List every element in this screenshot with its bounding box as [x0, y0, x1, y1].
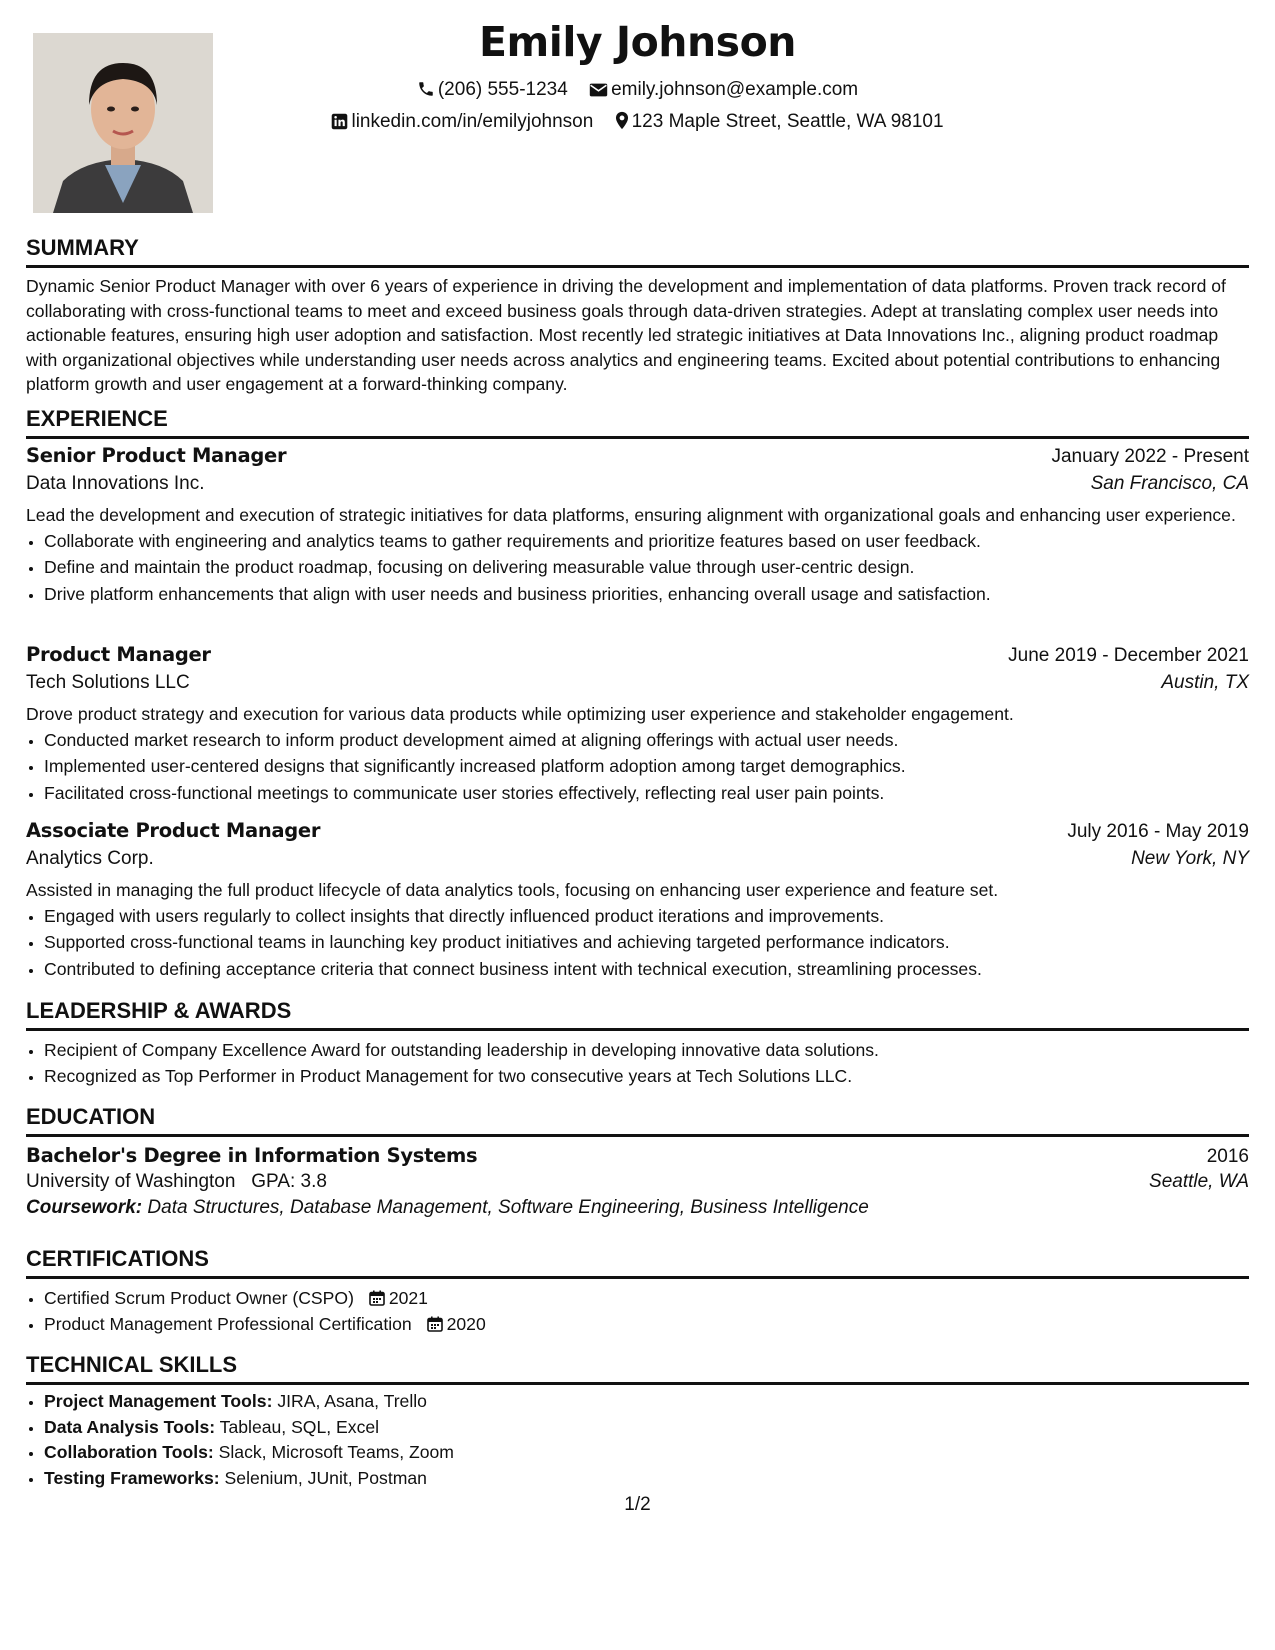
education-heading: EDUCATION	[26, 1104, 156, 1129]
calendar-icon	[369, 1290, 385, 1306]
certification-year: 2020	[446, 1314, 486, 1334]
calendar-icon	[427, 1316, 443, 1332]
phone-text: (206) 555-1234	[437, 79, 568, 100]
section-divider	[26, 1276, 1249, 1279]
certification-name: Product Management Professional Certification	[44, 1314, 412, 1334]
job-company: Analytics Corp.	[26, 848, 154, 869]
linkedin-contact[interactable]	[331, 111, 593, 133]
coursework-text: Data Structures, Database Management, Software Engineering, Business Intelligence	[147, 1197, 869, 1218]
list-item: • Facilitated cross-functional meetings to communicate user stories effectively, reflecting real user pain points.	[44, 780, 1249, 807]
job-description: Drove product strategy and execution for various data products while optimizing user experience and stakeholder engagement.	[26, 704, 1014, 724]
section-divider	[26, 1134, 1249, 1137]
experience-heading: EXPERIENCE	[26, 406, 168, 431]
leadership-section	[26, 997, 1249, 1089]
job-company: Data Innovations Inc.	[26, 473, 205, 494]
certifications-list	[26, 1285, 1249, 1337]
contact-line-primary	[26, 79, 1249, 101]
section-divider	[26, 1028, 1249, 1031]
resume-page	[26, 0, 1249, 1650]
list-item: • Define and maintain the product roadmap, focusing on delivering measurable value through user-centric design.	[44, 554, 1249, 581]
certifications-heading: CERTIFICATIONS	[26, 1246, 209, 1271]
contact-line-secondary	[26, 111, 1249, 133]
school-name: University of Washington	[26, 1171, 236, 1192]
section-divider	[26, 1382, 1249, 1385]
linkedin-text: linkedin.com/in/emilyjohnson	[351, 111, 594, 132]
candidate-name: Emily Johnson	[479, 18, 796, 66]
job-description: Lead the development and execution of strategic initiatives for data platforms, ensuring alignment with organizational goals and enhancing user experience.	[26, 505, 1236, 525]
page-number: 1/2	[624, 1494, 651, 1515]
envelope-icon	[589, 82, 608, 98]
education-section	[26, 1103, 1249, 1219]
skills-list	[26, 1389, 1249, 1492]
degree-title: Bachelor's Degree in Information Systems	[26, 1144, 478, 1167]
coursework-line	[26, 1197, 1249, 1219]
list-item: • Recipient of Company Excellence Award for outstanding leadership in developing innovative data solutions.	[44, 1037, 1249, 1063]
phone-contact[interactable]	[417, 79, 568, 101]
list-item: • Supported cross-functional teams in launching key product initiatives and achieving targeted performance indicators.	[44, 929, 1249, 956]
job-location: New York, NY	[1131, 848, 1249, 869]
job-title: Associate Product Manager	[26, 819, 321, 842]
list-item: • Conducted market research to inform product development aimed at aligning offerings with actual user needs.	[44, 727, 1249, 754]
list-item: • Recognized as Top Performer in Product Management for two consecutive years at Tech Solutions LLC.	[44, 1063, 1249, 1089]
phone-icon	[417, 80, 435, 98]
skills-heading: TECHNICAL SKILLS	[26, 1352, 238, 1377]
list-item	[44, 1311, 1249, 1337]
email-text: emily.johnson@example.com	[611, 79, 859, 100]
coursework-label: Coursework:	[26, 1197, 143, 1218]
job-bullets	[26, 903, 1249, 983]
job-dates: June 2019 - December 2021	[1008, 645, 1249, 666]
job-location: San Francisco, CA	[1090, 473, 1249, 494]
map-pin-icon	[615, 111, 629, 130]
summary-heading: SUMMARY	[26, 235, 139, 260]
job-entry	[26, 643, 1249, 806]
skill-value: JIRA, Asana, Trello	[277, 1391, 427, 1411]
list-item: • Contributed to defining acceptance criteria that connect business intent with technical execution, streamlining processes.	[44, 956, 1249, 983]
job-bullets	[26, 727, 1249, 807]
skill-value: Slack, Microsoft Teams, Zoom	[218, 1442, 454, 1463]
leadership-heading: LEADERSHIP & AWARDS	[26, 998, 292, 1023]
experience-section	[26, 405, 1249, 439]
list-item	[44, 1466, 1249, 1492]
job-dates: January 2022 - Present	[1051, 446, 1249, 467]
summary-text: Dynamic Senior Product Manager with over 6 years of experience in driving the development and implementation of data platforms. Proven track record of collaborating with cross-functional teams to meet and exceed business goals through data-driven strategies. Adept at translating complex user needs into actionable features, ensuring high user adoption and satisfaction. Most recently led strategic initiatives at Data Innovations Inc., aligning product roadmap with organizational objectives while understanding user needs across analytics and engineering teams. Excited about potential contributions to enhancing platform growth and user engagement at a forward-thinking company.	[26, 276, 1226, 394]
list-item: • Implemented user-centered designs that significantly increased platform adoption among target demographics.	[44, 753, 1249, 780]
list-item: • Collaborate with engineering and analytics teams to gather requirements and prioritize features based on user feedback.	[44, 528, 1249, 555]
gpa-text: GPA: 3.8	[251, 1171, 327, 1192]
job-company: Tech Solutions LLC	[26, 672, 190, 693]
address-text: 123 Maple Street, Seattle, WA 98101	[631, 111, 944, 132]
skill-label: Testing Frameworks:	[44, 1468, 220, 1489]
section-divider	[26, 436, 1249, 439]
skills-section	[26, 1351, 1249, 1492]
job-title: Product Manager	[26, 643, 211, 666]
certification-year: 2021	[388, 1288, 428, 1308]
job-entry	[26, 819, 1249, 982]
school-location: Seattle, WA	[1149, 1171, 1249, 1192]
list-item: • Drive platform enhancements that align with user needs and business priorities, enhancing overall usage and satisfaction.	[44, 581, 1249, 608]
email-contact[interactable]	[589, 79, 858, 101]
leadership-list	[26, 1037, 1249, 1089]
summary-section	[26, 234, 1249, 397]
graduation-year: 2016	[1206, 1146, 1249, 1167]
list-item	[44, 1440, 1249, 1466]
list-item	[44, 1415, 1249, 1441]
address-contact	[615, 111, 944, 133]
skill-value: Selenium, JUnit, Postman	[224, 1468, 427, 1489]
skill-value: Tableau, SQL, Excel	[219, 1416, 380, 1437]
list-item	[44, 1285, 1249, 1311]
skill-label: Project Management Tools:	[44, 1391, 273, 1411]
skill-label: Data Analysis Tools:	[44, 1416, 216, 1437]
job-dates: July 2016 - May 2019	[1067, 821, 1249, 842]
list-item: • Engaged with users regularly to collect insights that directly influenced product iterations and improvements.	[44, 903, 1249, 930]
skill-label: Collaboration Tools:	[44, 1442, 214, 1463]
list-item	[44, 1389, 1249, 1415]
job-entry	[26, 444, 1249, 607]
linkedin-icon	[331, 113, 348, 130]
certification-name: Certified Scrum Product Owner (CSPO)	[44, 1288, 354, 1308]
job-location: Austin, TX	[1161, 672, 1249, 693]
job-description: Assisted in managing the full product lifecycle of data analytics tools, focusing on enhancing user experience and feature set.	[26, 880, 999, 900]
job-title: Senior Product Manager	[26, 444, 287, 467]
certifications-section	[26, 1245, 1249, 1337]
job-bullets	[26, 528, 1249, 608]
section-divider	[26, 265, 1249, 268]
